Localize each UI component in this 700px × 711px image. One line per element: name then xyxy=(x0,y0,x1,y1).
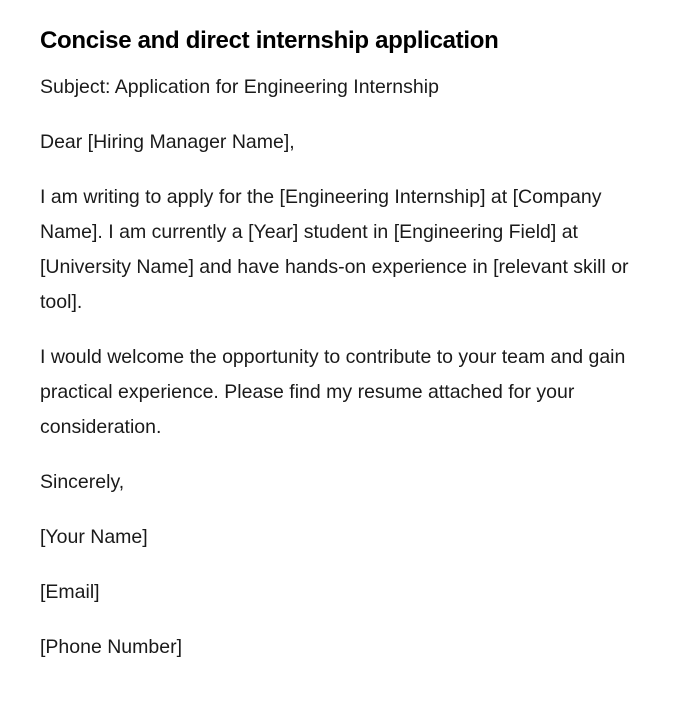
page-title: Concise and direct internship application xyxy=(40,27,499,54)
closing: Sincerely, xyxy=(40,471,125,493)
signature-name: [Your Name] xyxy=(40,526,148,548)
body-paragraph-2: I would welcome the opportunity to contribute to your team and gain practical experience. Please find my resume attached for your consideration. xyxy=(40,346,626,438)
subject-line: Subject: Application for Engineering Internship xyxy=(40,76,439,98)
salutation: Dear [Hiring Manager Name], xyxy=(40,131,295,153)
letter-document xyxy=(40,26,645,685)
signature-phone: [Phone Number] xyxy=(40,636,182,658)
body-paragraph-1: I am writing to apply for the [Engineering Internship] at [Company Name]. I am currently a [Year] student in [Engineering Field] at [University Name] and have hands-on experience in [relevant skill or tool]. xyxy=(40,186,629,313)
signature-email: [Email] xyxy=(40,581,100,603)
